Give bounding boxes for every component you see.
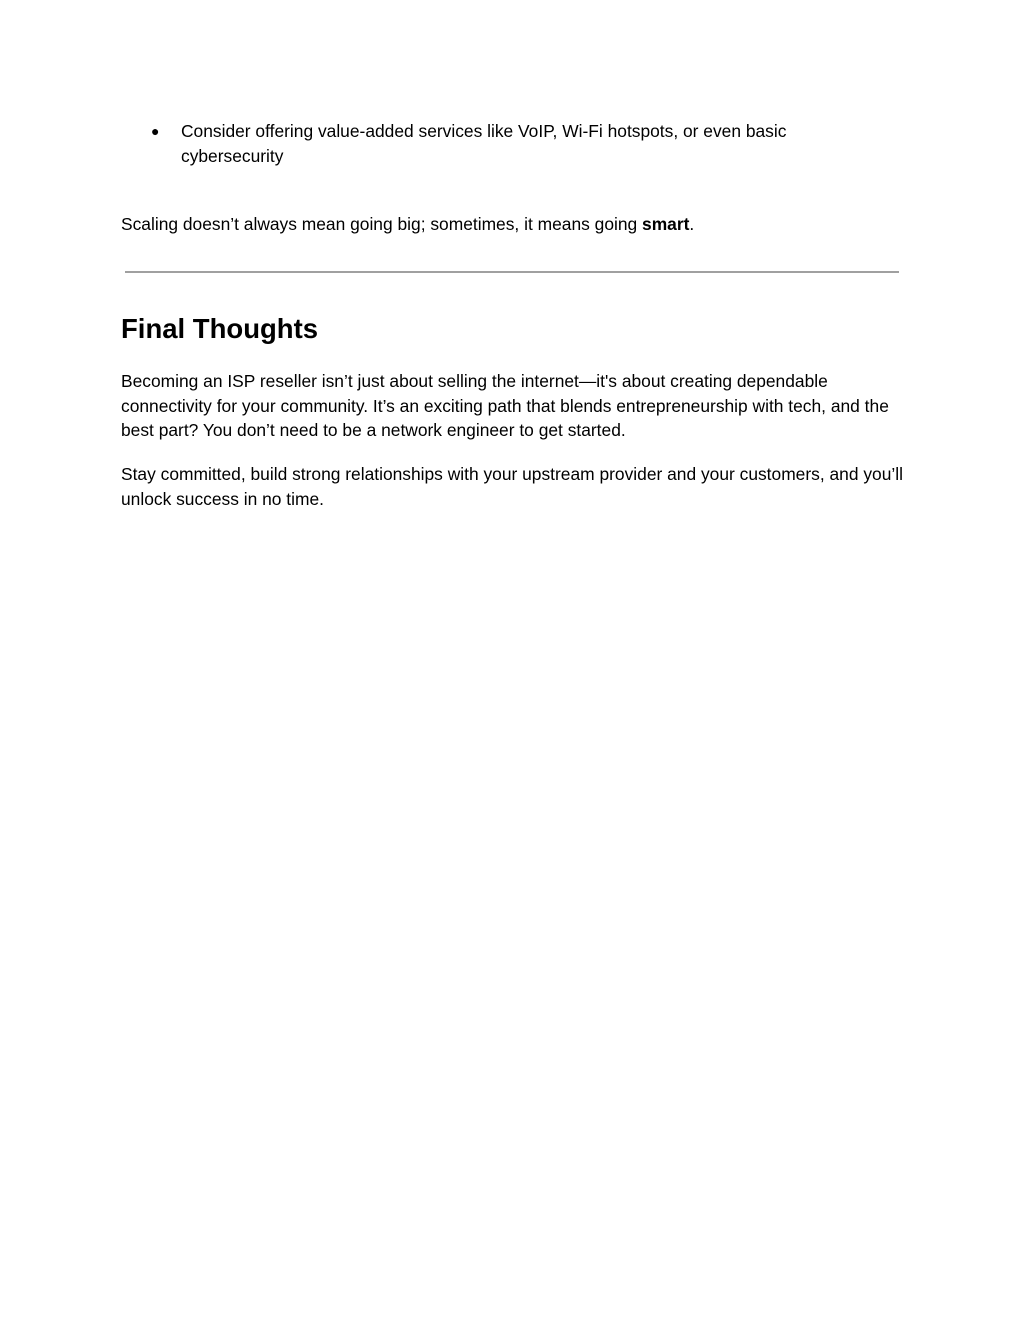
bullet-icon: ● bbox=[151, 123, 160, 139]
body-paragraph: Stay committed, build strong relationships with your upstream provider and your customers, and you’ll unlock success in no time. bbox=[121, 464, 903, 509]
scaling-paragraph bbox=[121, 212, 911, 237]
scaling-text-start: Scaling doesn’t always mean going big; sometimes, it means going bbox=[121, 214, 643, 234]
list-item bbox=[121, 119, 861, 168]
scaling-text-end: . bbox=[689, 214, 695, 234]
body-paragraph: Becoming an ISP reseller isn’t just about selling the internet—it's about creating dependable connectivity for your community. It’s an exciting path that blends entrepreneurship with tech, and the best part? You don’t need to be a network engineer to get started. bbox=[121, 371, 889, 440]
bullet-list bbox=[121, 119, 861, 168]
scaling-emphasis: smart bbox=[642, 214, 690, 234]
horizontal-divider bbox=[125, 271, 899, 273]
section-heading: Final Thoughts bbox=[121, 313, 319, 344]
list-item-text: Consider offering value-added services like VoIP, Wi-Fi hotspots, or even basic cybersecurity bbox=[181, 121, 787, 166]
